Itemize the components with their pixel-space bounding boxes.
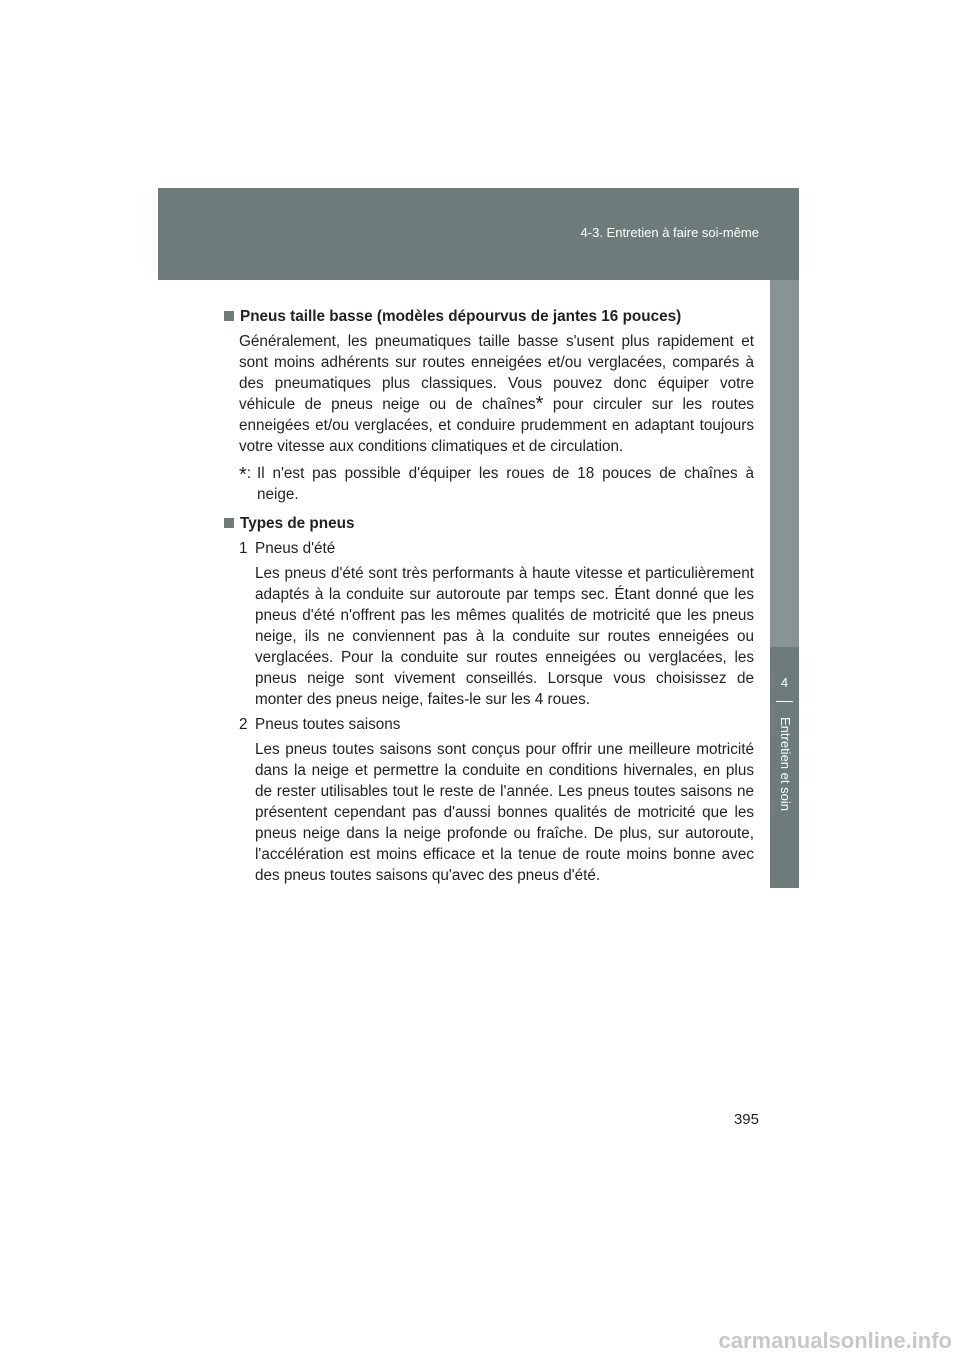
list-item-title — [239, 714, 754, 735]
list-item-number: 1 — [239, 540, 248, 557]
list-item-body: Les pneus toutes saisons sont conçus pour offrir une meilleure motricité dans la neige et permettre la conduite en conditions hivernales, en plus de rester utilisables tout le reste de l'année. Les pneus toutes saisons ne présentent cependant pas d'aussi bonnes qualités de motricité que les pneus neige dans la neige profonde ou fraîche. De plus, sur autoroute, l'accélération est moins efficace et la tenue de route moins bonne avec des pneus toutes saisons qu'avec des pneus d'été. — [255, 741, 754, 884]
chapter-label: Entretien et soin — [778, 717, 793, 811]
section-heading-text: Types de pneus — [240, 515, 355, 532]
list-item-title-text: Pneus toutes saisons — [255, 716, 401, 733]
footnote — [239, 463, 754, 505]
list-item-title-text: Pneus d'été — [255, 540, 336, 557]
chapter-tab-divider — [776, 701, 793, 702]
section-heading — [224, 513, 754, 534]
list-item-number: 2 — [239, 716, 248, 733]
side-tab-background — [770, 280, 799, 647]
page-number: 395 — [733, 1111, 759, 1128]
page-header-band — [158, 188, 799, 280]
footnote-text: Il n'est pas possible d'équiper les roues de 18 pouces de chaînes à neige. — [257, 465, 754, 503]
section-heading-text: Pneus taille basse (modèles dépourvus de jantes 16 pouces) — [240, 308, 682, 325]
paragraph-text-continued: pour circuler sur les routes enneigées et/ou verglacées, et conduire prudemment en adaptant toujours votre vitesse aux conditions climatiques et de circulation. — [239, 396, 754, 455]
list-item — [239, 538, 754, 710]
list-item — [239, 714, 754, 886]
list-item-title — [239, 538, 754, 559]
footnote-mark — [239, 463, 257, 505]
page-content — [224, 306, 754, 886]
watermark-text: carmanualsonline.info — [718, 1328, 952, 1353]
footnote-colon: : — [246, 465, 252, 482]
footnote-star: * — [239, 464, 247, 486]
section-title: 4-3. Entretien à faire soi-même — [580, 225, 759, 240]
square-bullet-icon — [224, 518, 234, 528]
section-heading — [224, 306, 754, 327]
square-bullet-icon — [224, 311, 234, 321]
chapter-side-tab — [770, 647, 799, 888]
list-item-body: Les pneus d'été sont très performants à haute vitesse et particulièrement adaptés à la conduite sur autoroute par temps sec. Étant donné que les pneus d'été n'offrent pas les mêmes qualités de motricité que les pneus neige, ils ne conviennent pas à la conduite sur routes enneigées ou verglacées. Pour la conduite sur routes enneigées ou verglacées, les pneus neige sont vivement conseillés. Lorsque vous choisissez de monter des pneus neige, faites-le sur les 4 roues. — [255, 565, 754, 708]
chapter-number: 4 — [780, 675, 789, 690]
footnote-reference-mark: * — [535, 393, 544, 415]
body-paragraph — [239, 331, 754, 457]
paragraph-text: Généralement, les pneumatiques taille basse s'usent plus rapidement et sont moins adhérents sur routes enneigées et/ou verglacées, comparés à des pneumatiques plus classiques. Vous pouvez donc équiper votre véhicule de pneus neige ou de chaînes — [239, 333, 754, 413]
